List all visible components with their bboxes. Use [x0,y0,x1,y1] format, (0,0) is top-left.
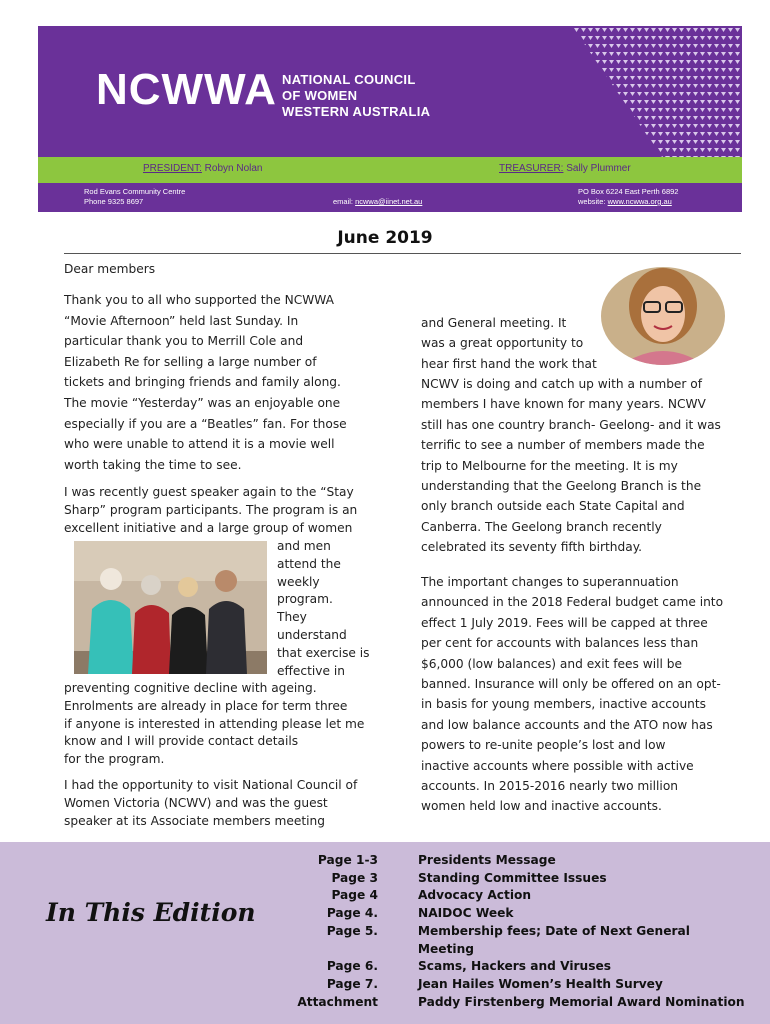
contents-title: Scams, Hackers and Viruses [418,959,611,974]
email-label: email: [333,197,356,206]
contents-row [270,958,750,976]
address-block [84,187,185,207]
paragraph-stay-sharp-cont: preventing cognitive decline with ageing. Enrolments are already in place for term three if anyone is interested in attending please let me know and I will provide contact details for the program. [64,681,365,767]
paragraph-general-meeting: and General meeting. It was a great opportunity to hear first hand the work that [421,316,597,371]
paragraph-superannuation: The important changes to superannuation announced in the 2018 Federal budget came into effect 1 July 2019. Fees will be capped at three per cent for accounts with balances less than $6,000 (low balances) and exit fees will be banned. Insurance will only be offered on an opt- in basis for young members, inactive accounts and low balance accounts and the ATO now has powers to re-unite people’s lost and low inactive accounts where possible with active accounts. In 2015-2016 nearly two million women held low and inactive accounts. [421,575,724,814]
contents-page-number: Attachment [297,994,378,1009]
paragraph-ncwv-branch: NCWV is doing and catch up with a number of members I have known for many years. NCWV still has one country branch- Geelong- and it was terrific to see a number of members made the trip to Melbourne for the meeting. It is my understanding that the Geelong Branch is the only branch outside each State Capital and Canberra. The Geelong branch recently celebrated its seventy fifth birthday. [421,377,721,555]
paragraph-stay-sharp: I was recently guest speaker again to the “Stay Sharp” program participants. The program is an excellent initiative and a large group of women [64,485,358,535]
contents-title: NAIDOC Week [418,906,514,921]
email-line [333,197,422,207]
treasurer-label: TREASURER: [499,163,564,174]
contents-row [270,994,750,1012]
president-name: Robyn Nolan [201,163,263,174]
org-name-line: WESTERN AUSTRALIA [282,104,431,119]
contents-title: Presidents Message [418,853,556,867]
contents-row [270,852,750,870]
website-label: website: [578,197,608,206]
paragraph-movie-afternoon: Thank you to all who supported the NCWWA “Movie Afternoon” held last Sunday. In particular thank you to Merrill Cole and Elizabeth Re for selling a large number of tickets and bringing friends and family along. The movie “Yesterday” was an enjoyable one especially if you are a “Beatles” fan. For those who were unable to attend it is a movie well worth taking the time to see. [64,293,347,472]
contents-page-number: Page 6. [326,959,378,974]
contents-page-number: Page 4. [326,906,378,921]
contents-row [270,905,750,923]
contents-title: Jean Hailes Women’s Health Survey [418,976,663,991]
paragraph-stay-sharp-wrap: and men attend the weekly program. They understand that exercise is effective in [277,539,370,678]
po-box-line: PO Box 6224 East Perth 6892 [578,187,679,196]
contents-row [270,976,750,994]
in-this-edition-heading: In This Edition [46,898,256,927]
email-link[interactable]: ncwwa@iinet.net.au [355,197,423,206]
president-label: PRESIDENT: [143,163,202,174]
contents-title: Advocacy Action [418,888,532,903]
treasurer-name: Sally Plummer [563,163,631,174]
contents-title: Paddy Firstenberg Memorial Award Nomination [418,994,745,1009]
website-line [578,197,678,207]
phone-line: Phone 9325 8697 [84,197,144,206]
organisation-name [282,72,430,120]
group-photo-image [74,541,267,674]
contents-title: Membership fees; Date of Next General Meeting [417,923,690,956]
contents-row [270,887,750,905]
group-photo [74,541,267,674]
paragraph-ncwv-visit: I had the opportunity to visit National Council of Women Victoria (NCWV) and was the guest speaker at its Associate members meeting [64,778,358,828]
org-name-line: OF WOMEN [282,88,358,103]
president-portrait [600,266,726,366]
website-link[interactable]: www.ncwwa.org.au [607,197,672,206]
contents-page-number: Page 5. [326,923,378,938]
contents-list [270,852,750,1011]
divider [64,253,741,254]
org-name-line: NATIONAL COUNCIL [282,72,416,87]
contents-title: Standing Committee Issues [418,870,607,885]
contents-row [270,923,750,958]
contents-row [270,870,750,888]
heart-pattern-decoration [552,26,742,157]
portrait-image [600,266,726,366]
president-line [143,163,263,174]
issue-date: June 2019 [337,228,433,248]
postal-block [578,187,678,207]
contents-page-number: Page 4 [331,888,378,903]
contents-page-number: Page 7. [326,976,378,991]
contents-page-number: Page 3 [331,870,378,885]
address-line: Rod Evans Community Centre [84,187,186,196]
treasurer-line [499,163,631,174]
contents-page-number: Page 1-3 [317,853,378,867]
salutation: Dear members [64,262,156,276]
ncwwa-logo: NCWWA [96,65,277,114]
